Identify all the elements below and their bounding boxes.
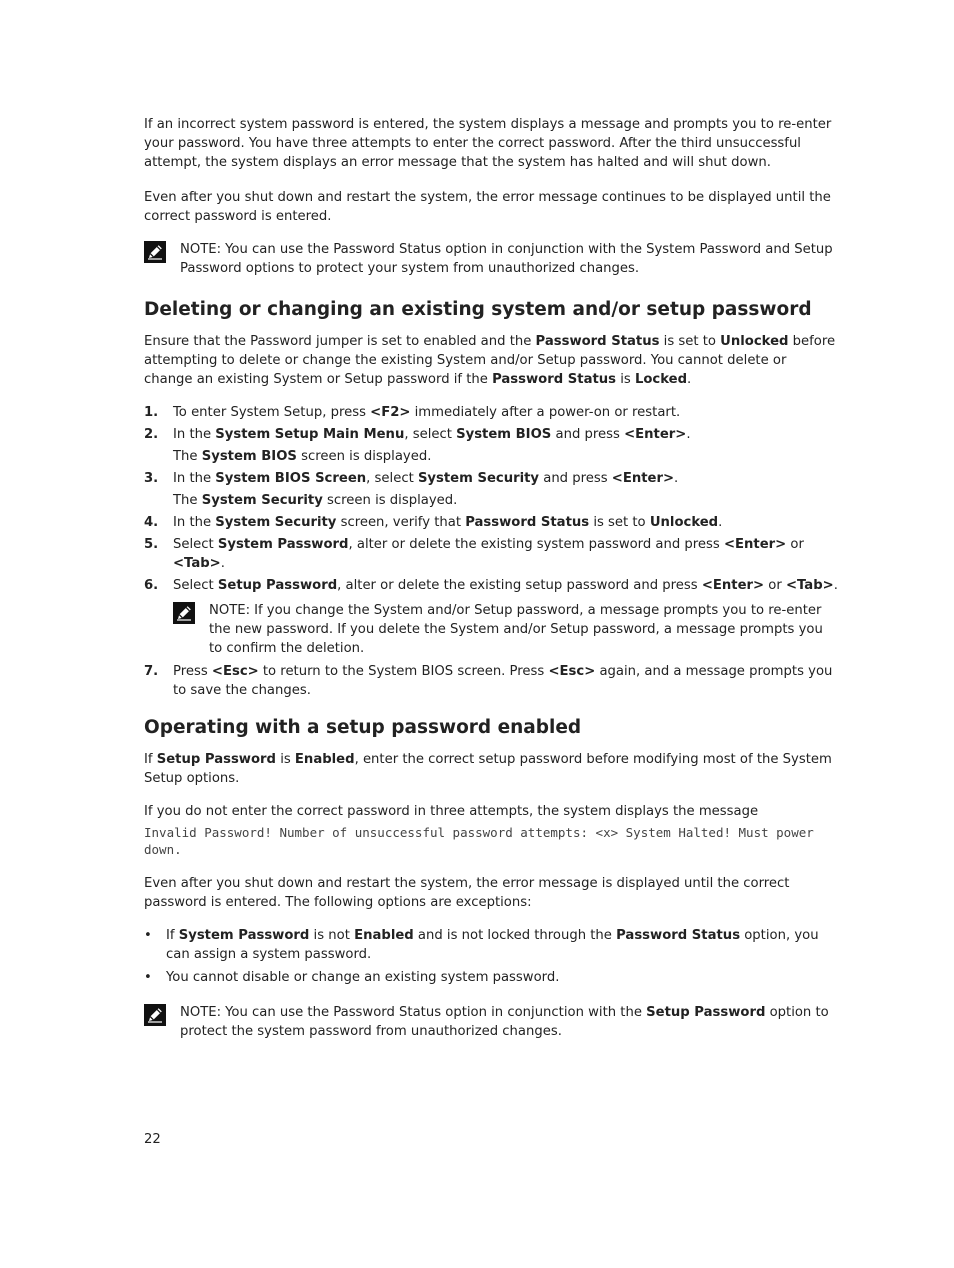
steps-list — [144, 403, 838, 700]
note-label: NOTE: — [180, 1005, 222, 1020]
list-item: 2. In the System Setup Main Menu, select System BIOS and press <Enter>. The System BIOS screen is displayed. — [144, 425, 838, 466]
bullet-icon: • — [144, 928, 152, 943]
section-heading-deleting-password: Deleting or changing an existing system and/or setup password — [144, 299, 812, 320]
intro-paragraph-1: If an incorrect system password is entered, the system displays a message and prompts you to re-enter your password. You have three attempts to enter the correct password. After the third unsuccessful attempt, the system displays an error message that the system has halted and will shut down. — [144, 117, 832, 170]
step-result: The System Security screen is displayed. — [173, 493, 458, 508]
document-page — [144, 115, 838, 1061]
section2-paragraph-2: If you do not enter the correct password in three attempts, the system displays the message — [144, 804, 759, 819]
list-item: 3. In the System BIOS Screen, select System Security and press <Enter>. The System Security screen is displayed. — [144, 469, 838, 510]
list-item: 1. To enter System Setup, press <F2> immediately after a power-on or restart. — [144, 405, 681, 420]
error-message-code: Invalid Password! Number of unsuccessful password attempts: <x> System Halted! Must power down. — [144, 825, 814, 857]
note-box — [144, 240, 838, 278]
list-item: 7. Press <Esc> to return to the System BIOS screen. Press <Esc> again, and a message prompts you to save the changes. — [144, 664, 833, 698]
note-pencil-icon — [144, 1004, 166, 1026]
exceptions-list — [144, 926, 838, 987]
list-item: • You cannot disable or change an existing system password. — [144, 970, 560, 985]
list-item: • If System Password is not Enabled and is not locked through the Password Status option, you can assign a system password. — [144, 928, 819, 962]
note-label: NOTE: — [209, 603, 251, 618]
section2-paragraph-3: Even after you shut down and restart the system, the error message is displayed until the correct password is entered. The following options are exceptions: — [144, 876, 790, 910]
note-label: NOTE: — [180, 242, 222, 257]
list-item: 4. In the System Security screen, verify that Password Status is set to Unlocked. — [144, 515, 723, 530]
page-number: 22 — [144, 1132, 161, 1147]
note-text: If you change the System and/or Setup password, a message prompts you to re-enter the new password. If you delete the System and/or Setup password, a message prompts you to confirm the deletion. — [209, 603, 823, 656]
bullet-icon: • — [144, 970, 152, 985]
note-pencil-icon — [173, 602, 195, 624]
note-box — [173, 601, 838, 658]
note-text: You can use the Password Status option in conjunction with the System Password and Setup Password options to protect your system from unauthorized changes. — [180, 242, 833, 276]
section1-intro: Ensure that the Password jumper is set to enabled and the Password Status is set to Unlocked before attempting to delete or change the existing System and/or Setup password. You cannot delete or change an existing System or Setup password if the Password Status is Locked. — [144, 334, 836, 387]
list-item: 5. Select System Password, alter or delete the existing system password and press <Enter> or <Tab>. — [144, 537, 804, 571]
section2-paragraph-1: If Setup Password is Enabled, enter the correct setup password before modifying most of the System Setup options. — [144, 752, 832, 786]
step-result: The System BIOS screen is displayed. — [173, 449, 432, 464]
section-heading-setup-password-enabled: Operating with a setup password enabled — [144, 717, 582, 738]
list-item: 6. Select Setup Password, alter or delete the existing setup password and press <Enter> or <Tab>. NOTE: If you change the System and/or Setup password, a message prompts you to re-enter the new password. If you delete the System and/or Setup password, a message prompts you to confirm the deletion. — [144, 578, 838, 656]
note-box: NOTE: You can use the Password Status option in conjunction with the Setup Password option to protect the system password from unauthorized changes. — [144, 1003, 838, 1041]
intro-paragraph-2: Even after you shut down and restart the system, the error message continues to be displayed until the correct password is entered. — [144, 190, 831, 224]
note-pencil-icon — [144, 241, 166, 263]
